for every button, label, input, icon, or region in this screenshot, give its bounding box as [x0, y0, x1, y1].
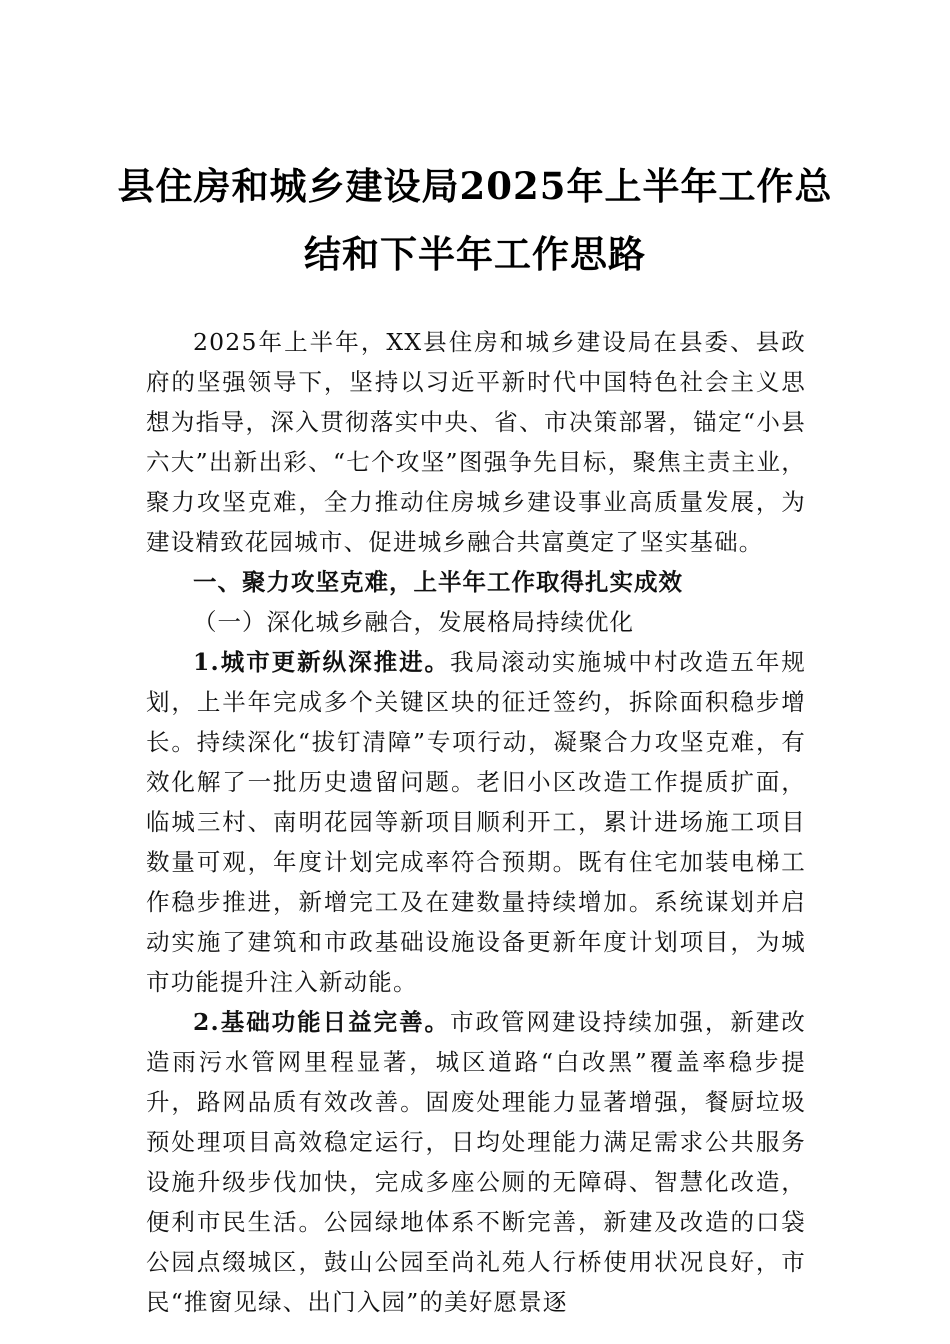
intro-paragraph: 2025年上半年，XX县住房和城乡建设局在县委、县政府的坚强领导下，坚持以习近平新时代中国特色社会主义思想为指导，深入贯彻落实中央、省、市决策部署，锚定“小县六大”出新出彩、“七个攻坚”图强争先目标，聚焦主责主业，聚力攻坚克难，全力推动住房城乡建设事业高质量发展，为建设精致花园城市、促进城乡融合共富奠定了坚实基础。	[146, 328, 806, 556]
subsection-heading-1: （一）深化城乡融合，发展格局持续优化	[193, 608, 634, 636]
item-2-lead: 2.基础功能日益完善。	[193, 1008, 451, 1036]
section-heading-1: 一、聚力攻坚克难，上半年工作取得扎实成效	[193, 568, 683, 596]
document-title-line-1: 县住房和城乡建设局2025年上半年工作总	[117, 164, 833, 208]
item-2-text: 市政管网建设持续加强，新建改造雨污水管网里程显著，城区道路“白改黑”覆盖率稳步提升，路网品质有效改善。固废处理能力显著增强，餐厨垃圾预处理项目高效稳定运行，日均处理能力满足需求公共服务设施升级步伐加快，完成多座公厕的无障碍、智慧化改造，便利市民生活。公园绿地体系不断完善，新建及改造的口袋公园点缀城区，鼓山公园至尚礼苑人行桥使用状况良好，市民“推窗见绿、出门入园”的美好愿景逐	[146, 1008, 806, 1316]
document-body	[146, 322, 806, 1322]
item-paragraph-1	[146, 642, 806, 1002]
document-title-line-2: 结和下半年工作思路	[304, 232, 646, 276]
item-paragraph-2	[146, 1002, 806, 1322]
item-1-lead: 1.城市更新纵深推进。	[193, 648, 451, 676]
item-1-text: 我局滚动实施城中村改造五年规划，上半年完成多个关键区块的征迁签约，拆除面积稳步增长。持续深化“拔钉清障”专项行动，凝聚合力攻坚克难，有效化解了一批历史遗留问题。老旧小区改造工作提质扩面，临城三村、南明花园等新项目顺利开工，累计进场施工项目数量可观，年度计划完成率符合预期。既有住宅加装电梯工作稳步推进，新增完工及在建数量持续增加。系统谋划并启动实施了建筑和市政基础设施设备更新年度计划项目，为城市功能提升注入新动能。	[146, 648, 806, 996]
